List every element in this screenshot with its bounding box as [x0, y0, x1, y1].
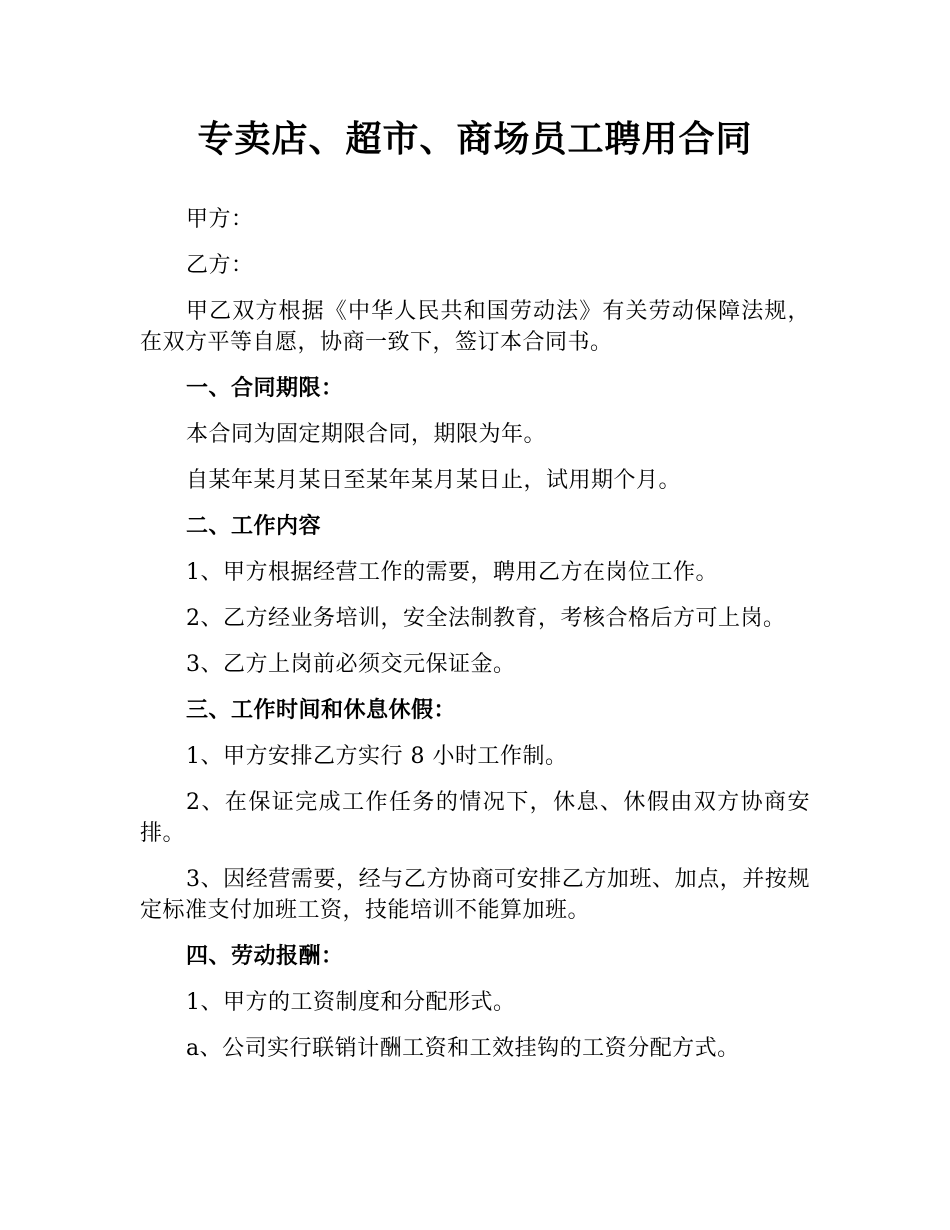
spacer [140, 358, 810, 373]
job-content-item-3: 3、乙方上岗前必须交元保证金。 [186, 652, 516, 677]
spacer [140, 450, 810, 465]
party-a-line: 甲方： [186, 207, 254, 232]
preamble-paragraph: 甲乙双方根据《中华人民共和国劳动法》有关劳动保障法规，在双方平等自愿，协商一致下，签订本合同书。 [140, 299, 810, 355]
contract-period-paragraph: 自某年某月某日至某年某月某日止，试用期个月。 [186, 468, 682, 493]
spacer [140, 542, 810, 557]
spacer [140, 772, 810, 787]
section-heading-working-hours: 三、工作时间和休息休假： [186, 698, 457, 723]
spacer [140, 1018, 810, 1033]
section-heading-contract-term: 一、合同期限： [186, 376, 344, 401]
document-body [140, 112, 810, 1064]
job-content-item-2: 2、乙方经业务培训，安全法制教育，考核合格后方可上岗。 [186, 606, 786, 631]
spacer [140, 588, 810, 603]
title-spacer [140, 168, 810, 204]
spacer [140, 680, 810, 695]
spacer [140, 281, 810, 296]
spacer [140, 926, 810, 941]
spacer [140, 634, 810, 649]
spacer [140, 496, 810, 511]
job-content-item-1: 1、甲方根据经营工作的需要，聘用乙方在岗位工作。 [186, 560, 718, 585]
party-b-line: 乙方： [186, 253, 254, 278]
contract-term-paragraph: 本合同为固定期限合同，期限为年。 [186, 422, 547, 447]
spacer [140, 972, 810, 987]
working-hours-item-3: 3、因经营需要，经与乙方协商可安排乙方加班、加点，并按规定标准支付加班工资，技能培训不能算加班。 [140, 867, 810, 923]
remuneration-item-a: a、公司实行联销计酬工资和工效挂钩的工资分配方式。 [186, 1036, 740, 1061]
spacer [140, 726, 810, 741]
section-heading-job-content: 二、工作内容 [186, 514, 322, 539]
spacer [140, 849, 810, 864]
working-hours-item-2: 2、在保证完成工作任务的情况下，休息、休假由双方协商安排。 [140, 790, 810, 846]
section-heading-remuneration: 四、劳动报酬： [186, 944, 344, 969]
spacer [140, 404, 810, 419]
working-hours-item-1: 1、甲方安排乙方实行 8 小时工作制。 [186, 744, 568, 769]
document-title: 专卖店、超市、商场员工聘用合同 [197, 119, 753, 160]
spacer [140, 235, 810, 250]
remuneration-item-1: 1、甲方的工资制度和分配形式。 [186, 990, 516, 1015]
